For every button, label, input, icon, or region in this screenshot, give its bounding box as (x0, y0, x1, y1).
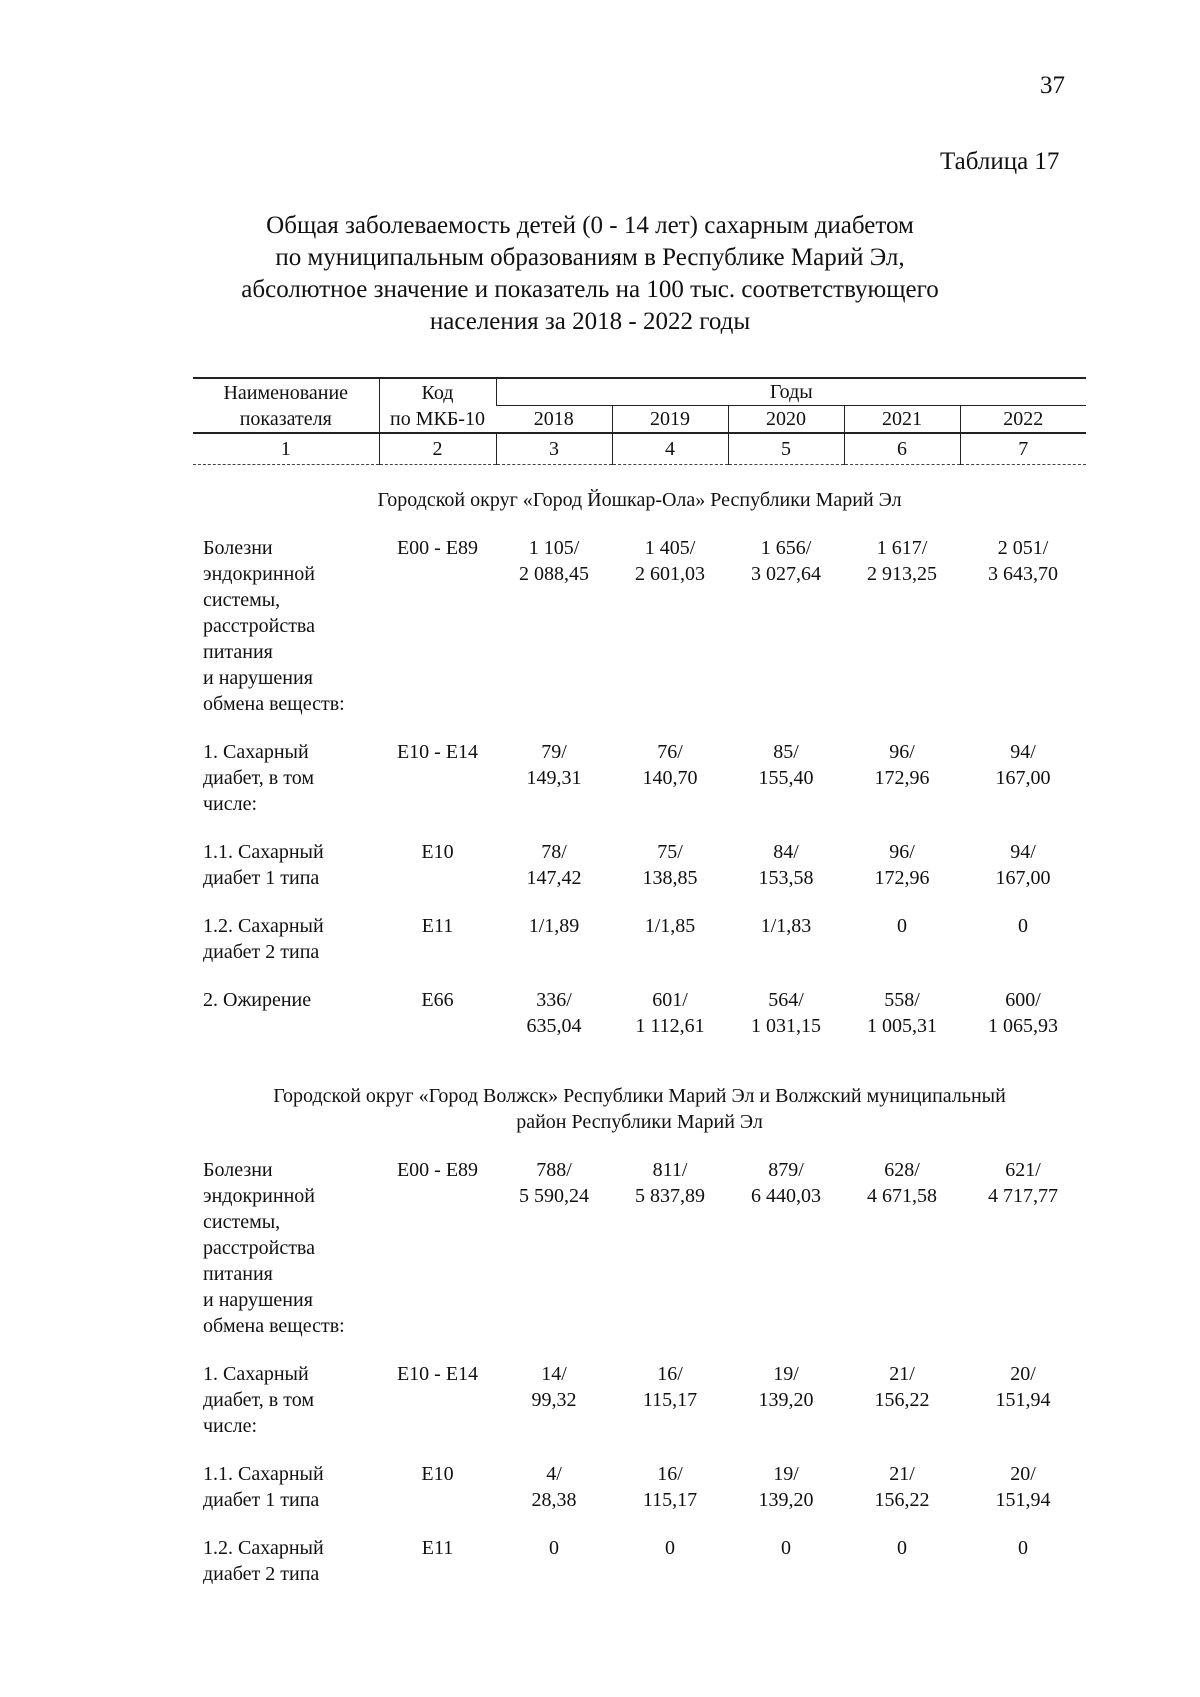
absolute-value: 20/ (1010, 1463, 1036, 1485)
icd-code: E11 (421, 915, 454, 937)
column-number: 6 (844, 433, 960, 465)
year-value (612, 535, 728, 739)
absolute-value: 16/ (657, 1363, 683, 1385)
table-row (193, 535, 1086, 739)
year-value (612, 1461, 728, 1535)
rate-per-100k: 6 440,03 (751, 1185, 821, 1207)
table-label: Таблица 17 (940, 148, 1060, 175)
header-name-line: Наименование (223, 381, 349, 404)
year-value (960, 739, 1086, 839)
rate-per-100k: 3 643,70 (988, 563, 1059, 585)
rate-per-100k: 2 088,45 (519, 563, 589, 585)
absolute-value: 4/ (546, 1463, 562, 1485)
absolute-value: 1/1,85 (644, 915, 696, 937)
rate-per-100k: 3 027,64 (751, 563, 821, 585)
rate-per-100k: 99,32 (531, 1389, 577, 1411)
absolute-value: 85/ (773, 741, 799, 763)
indicator-name (193, 535, 379, 739)
column-number: 4 (612, 433, 728, 465)
header-code-line: Код (421, 381, 454, 404)
page-number: 37 (1040, 72, 1065, 99)
year-value (496, 839, 612, 913)
section-header (193, 465, 1086, 536)
rate-per-100k: 1 031,15 (751, 1015, 821, 1037)
absolute-value: 601/ (652, 989, 688, 1011)
indicator-name-line: обмена веществ: (203, 1315, 345, 1337)
indicator-name-line: диабет, в том (203, 1389, 314, 1411)
title-line: абсолютное значение и показатель на 100 тыс. соответствующего (241, 276, 939, 303)
indicator-name (193, 987, 379, 1061)
table-row (193, 1157, 1086, 1361)
year-value (728, 839, 844, 913)
rate-per-100k: 167,00 (995, 767, 1051, 789)
indicator-name-line: 1.2. Сахарный (203, 915, 324, 937)
absolute-value: 600/ (1005, 989, 1041, 1011)
absolute-value: 628/ (884, 1159, 920, 1181)
year-value (844, 987, 960, 1061)
indicator-name-line: диабет, в том (203, 767, 314, 789)
indicator-name-line: эндокринной (203, 563, 315, 585)
header-years: Годы (496, 378, 1086, 406)
year-value (844, 739, 960, 839)
absolute-value: 564/ (768, 989, 804, 1011)
header-indicator-name (193, 378, 379, 433)
indicator-name-line: системы, (203, 1211, 281, 1233)
year-value (844, 1461, 960, 1535)
year-value (728, 913, 844, 987)
year-value (844, 839, 960, 913)
absolute-value: 14/ (541, 1363, 567, 1385)
year-value (844, 1535, 960, 1609)
section-title-line: район Республики Марий Эл (516, 1111, 763, 1133)
absolute-value: 16/ (657, 1463, 683, 1485)
icd-code: E66 (421, 989, 454, 1011)
year-value (728, 987, 844, 1061)
absolute-value: 96/ (889, 741, 915, 763)
absolute-value: 621/ (1005, 1159, 1041, 1181)
absolute-value: 76/ (657, 741, 683, 763)
absolute-value: 94/ (1010, 741, 1036, 763)
absolute-value: 1/1,89 (528, 915, 580, 937)
rate-per-100k: 156,22 (874, 1489, 930, 1511)
year-value (612, 913, 728, 987)
year-value (496, 1157, 612, 1361)
table-row (193, 1535, 1086, 1609)
indicator-name-line: питания (203, 641, 273, 663)
indicator-name-line: числе: (203, 793, 258, 815)
table-row (193, 739, 1086, 839)
absolute-value: 879/ (768, 1159, 804, 1181)
indicator-name-line: и нарушения (203, 667, 313, 689)
indicator-name-line: 1. Сахарный (203, 741, 309, 763)
indicator-name-line: диабет 1 типа (203, 867, 320, 889)
rate-per-100k: 140,70 (642, 767, 698, 789)
section-title-row (193, 1061, 1086, 1157)
icd-code: E10 (421, 841, 454, 863)
table-title (190, 210, 990, 338)
absolute-value: 336/ (536, 989, 572, 1011)
absolute-value: 96/ (889, 841, 915, 863)
section-title-row (193, 465, 1086, 536)
absolute-value: 21/ (889, 1463, 915, 1485)
year-value (612, 1361, 728, 1461)
icd-code: E11 (421, 1537, 454, 1559)
year-value (612, 739, 728, 839)
indicator-name (193, 913, 379, 987)
rate-per-100k: 1 112,61 (635, 1015, 705, 1037)
indicator-name-line: Болезни (203, 537, 273, 559)
header-year: 2022 (960, 406, 1086, 434)
absolute-value: 84/ (773, 841, 799, 863)
column-number: 1 (193, 433, 379, 465)
absolute-value: 78/ (541, 841, 567, 863)
rate-per-100k: 115,17 (642, 1389, 698, 1411)
indicator-name (193, 839, 379, 913)
absolute-value: 1 656/ (760, 537, 812, 559)
absolute-value: 1 405/ (644, 537, 696, 559)
year-value (960, 987, 1086, 1061)
year-value (728, 1361, 844, 1461)
indicator-name-line: эндокринной (203, 1185, 315, 1207)
column-number: 5 (728, 433, 844, 465)
rate-per-100k: 138,85 (642, 867, 698, 889)
absolute-value: 79/ (541, 741, 567, 763)
absolute-value: 19/ (773, 1363, 799, 1385)
icd-code: E10 - E14 (396, 1363, 479, 1385)
indicator-name-line: расстройства (203, 615, 315, 637)
rate-per-100k: 28,38 (531, 1489, 577, 1511)
rate-per-100k: 151,94 (995, 1389, 1051, 1411)
absolute-value: 0 (1018, 915, 1029, 937)
indicator-name-line: и нарушения (203, 1289, 313, 1311)
absolute-value: 811/ (652, 1159, 688, 1181)
rate-per-100k: 167,00 (995, 867, 1051, 889)
absolute-value: 0 (897, 915, 907, 937)
header-year: 2018 (496, 406, 612, 434)
section-header (193, 1061, 1086, 1157)
section-title (193, 465, 1086, 536)
header-code-line: по МКБ-10 (390, 407, 485, 430)
table-row (193, 913, 1086, 987)
rate-per-100k: 5 590,24 (519, 1185, 589, 1207)
rate-per-100k: 153,58 (758, 867, 814, 889)
indicator-name-line: числе: (203, 1415, 258, 1437)
absolute-value: 21/ (889, 1363, 915, 1385)
absolute-value: 0 (1018, 1537, 1029, 1559)
rate-per-100k: 4 717,77 (988, 1185, 1059, 1207)
year-value (612, 839, 728, 913)
section-rows (193, 1157, 1086, 1609)
header-icd-code (379, 378, 496, 433)
rate-per-100k: 156,22 (874, 1389, 930, 1411)
year-value (612, 987, 728, 1061)
header-year: 2021 (844, 406, 960, 434)
year-value (960, 1535, 1086, 1609)
rate-per-100k: 155,40 (758, 767, 814, 789)
column-number: 2 (379, 433, 496, 465)
icd-code: E10 - E14 (396, 741, 479, 763)
morbidity-table (193, 377, 1086, 1609)
column-number: 7 (960, 433, 1086, 465)
rate-per-100k: 115,17 (642, 1489, 698, 1511)
absolute-value: 94/ (1010, 841, 1036, 863)
absolute-value: 0 (549, 1537, 559, 1559)
year-value (844, 1361, 960, 1461)
year-value (960, 535, 1086, 739)
section-title (193, 1061, 1086, 1157)
rate-per-100k: 2 601,03 (635, 563, 705, 585)
year-value (728, 1157, 844, 1361)
year-value (728, 1461, 844, 1535)
indicator-name-line: обмена веществ: (203, 693, 345, 715)
indicator-name (193, 1361, 379, 1461)
year-value (612, 1535, 728, 1609)
indicator-name-line: Болезни (203, 1159, 273, 1181)
title-line: по муниципальным образованиям в Республике Марий Эл, (275, 244, 905, 271)
indicator-name-line: расстройства (203, 1237, 315, 1259)
indicator-name (193, 1535, 379, 1609)
table-header (193, 378, 1086, 465)
indicator-name (193, 1157, 379, 1361)
year-value (728, 739, 844, 839)
section-title-line: Городской округ «Город Волжск» Республики Марий Эл и Волжский муниципальный (273, 1085, 1006, 1107)
header-name-line: показателя (239, 407, 332, 430)
year-value (728, 1535, 844, 1609)
header-year: 2020 (728, 406, 844, 434)
rate-per-100k: 1 065,93 (988, 1015, 1059, 1037)
indicator-name (193, 739, 379, 839)
year-value (496, 913, 612, 987)
year-value (960, 839, 1086, 913)
year-value (844, 1157, 960, 1361)
rate-per-100k: 5 837,89 (635, 1185, 705, 1207)
absolute-value: 19/ (773, 1463, 799, 1485)
indicator-name-line: 2. Ожирение (203, 989, 312, 1011)
year-value (728, 535, 844, 739)
table-row (193, 1461, 1086, 1535)
rate-per-100k: 139,20 (758, 1489, 814, 1511)
rate-per-100k: 635,04 (526, 1015, 582, 1037)
rate-per-100k: 172,96 (874, 867, 930, 889)
year-value (612, 1157, 728, 1361)
section-title-line: Городской округ «Город Йошкар-Ола» Республики Марий Эл (377, 489, 902, 511)
indicator-name-line: 1. Сахарный (203, 1363, 309, 1385)
indicator-name-line: 1.2. Сахарный (203, 1537, 324, 1559)
year-value (496, 1461, 612, 1535)
year-value (960, 1157, 1086, 1361)
absolute-value: 0 (665, 1537, 675, 1559)
indicator-name (193, 1461, 379, 1535)
indicator-name-line: диабет 2 типа (203, 1563, 320, 1585)
year-value (844, 913, 960, 987)
rate-per-100k: 172,96 (874, 767, 930, 789)
absolute-value: 2 051/ (997, 537, 1049, 559)
year-value (496, 535, 612, 739)
indicator-name-line: 1.1. Сахарный (203, 841, 324, 863)
indicator-name-line: питания (203, 1263, 273, 1285)
indicator-name-line: 1.1. Сахарный (203, 1463, 324, 1485)
rate-per-100k: 4 671,58 (867, 1185, 937, 1207)
rate-per-100k: 147,42 (526, 867, 582, 889)
absolute-value: 20/ (1010, 1363, 1036, 1385)
rate-per-100k: 139,20 (758, 1389, 814, 1411)
icd-code: E00 - E89 (396, 1159, 479, 1181)
absolute-value: 558/ (884, 989, 920, 1011)
year-value (496, 1535, 612, 1609)
icd-code: E10 (421, 1463, 454, 1485)
rate-per-100k: 1 005,31 (867, 1015, 937, 1037)
title-line: населения за 2018 - 2022 годы (429, 308, 751, 335)
absolute-value: 788/ (536, 1159, 572, 1181)
absolute-value: 1/1,83 (760, 915, 812, 937)
rate-per-100k: 151,94 (995, 1489, 1051, 1511)
year-value (496, 1361, 612, 1461)
year-value (960, 1461, 1086, 1535)
table-row (193, 839, 1086, 913)
year-value (844, 535, 960, 739)
absolute-value: 1 105/ (528, 537, 580, 559)
year-value (496, 739, 612, 839)
header-year: 2019 (612, 406, 728, 434)
column-number: 3 (496, 433, 612, 465)
indicator-name-line: диабет 1 типа (203, 1489, 320, 1511)
icd-code: E00 - E89 (396, 537, 479, 559)
indicator-name-line: системы, (203, 589, 281, 611)
section-rows (193, 535, 1086, 1061)
rate-per-100k: 149,31 (526, 767, 582, 789)
table-row (193, 1361, 1086, 1461)
absolute-value: 0 (781, 1537, 791, 1559)
absolute-value: 1 617/ (876, 537, 928, 559)
year-value (960, 1361, 1086, 1461)
indicator-name-line: диабет 2 типа (203, 941, 320, 963)
title-line: Общая заболеваемость детей (0 - 14 лет) сахарным диабетом (266, 212, 914, 239)
rate-per-100k: 2 913,25 (867, 563, 937, 585)
table-row (193, 987, 1086, 1061)
absolute-value: 75/ (657, 841, 683, 863)
absolute-value: 0 (897, 1537, 907, 1559)
year-value (960, 913, 1086, 987)
year-value (496, 987, 612, 1061)
